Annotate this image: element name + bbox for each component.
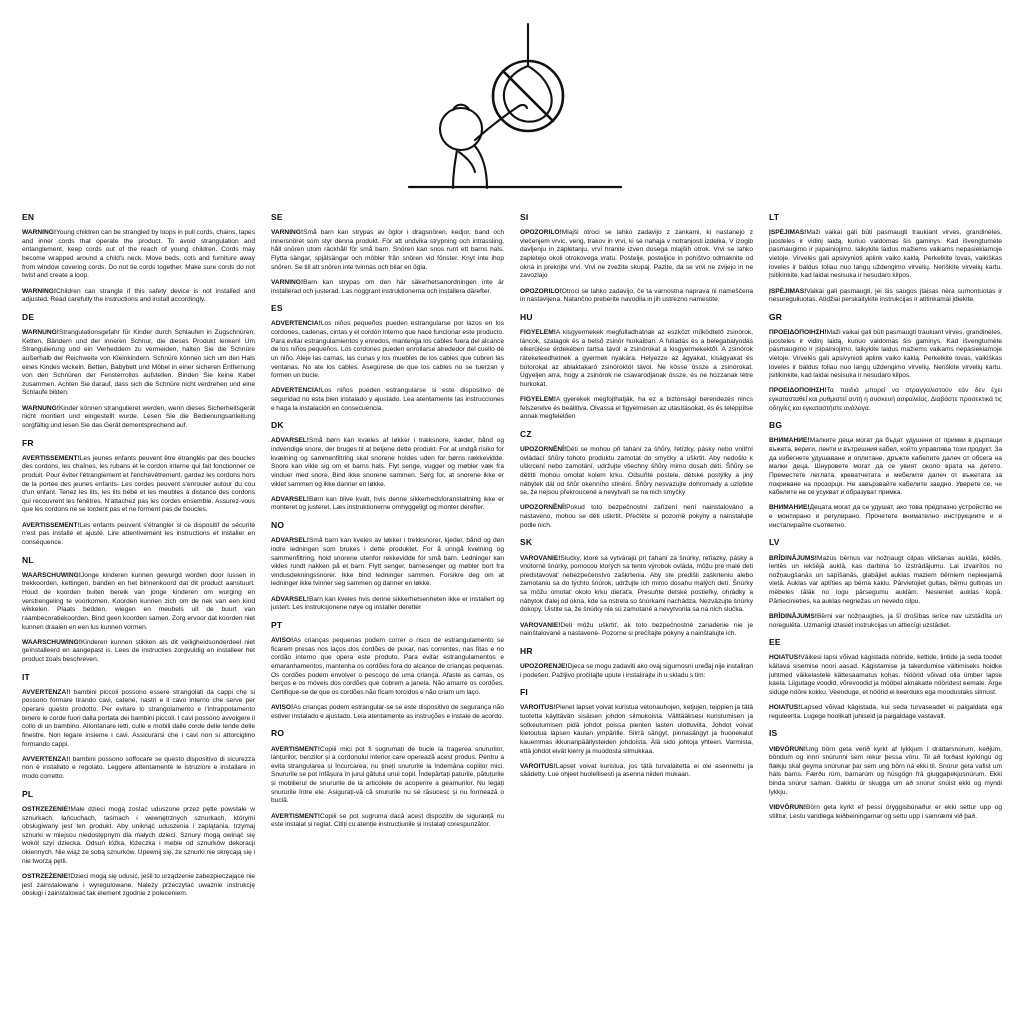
warning-paragraph (769, 504, 1002, 530)
warning-paragraph (769, 229, 1002, 281)
warning-paragraph (769, 437, 1002, 497)
warning-body-text: Copiii mici pot fi sugrumați de bucle la tragerea snururilor, lanțurilor, benzilor și a cordonului interior care operează acest produs. Pentru a evita strangularea și încurcarea, nu țineți snururile la îndemâna copiilor mici. Snururile se pot înfășura în jurul gâtului unui copil. Îndepărtați paturile, pătuțurile și mobilierul de snururile de la articolele de acoperire a geamurilor. Nu legați snururile între ele. Asigurați-vă că snururile nu se răsucesc și nu formează o buclă. (271, 745, 504, 805)
language-code: IT (22, 671, 30, 682)
warning-keyword: VAROITUS! (520, 762, 556, 770)
warning-keyword: FIGYELEM! (520, 396, 556, 403)
language-block-de (22, 312, 255, 431)
no-strangulation-warning-pictogram (395, 22, 625, 202)
warning-body-text: Kinder können strangulieret werden, wenn dieses Sicherheitsgerät nicht montiert und eingestellt wurde. Lesen Sie die Bedienungsanleitung sorgfältig und lesen Sie das Gerät dementsprechend auf. (22, 404, 255, 429)
language-code: DK (271, 420, 284, 431)
language-code: NO (271, 520, 285, 531)
language-block-hr (520, 646, 753, 680)
warning-body-text: Maži vaikai gali būti pasmaugti traukiant virves, grandinėles, juosteles ir vidinį laidą, kuriuo valdomas šis gaminys. Kad išvengtumėte pasmaugimo ir įsipainiojimo, laikykite laidus mažiems vaikams nepasiekiamoje vietoje. Virvelės gali apsivynioti aplink vaiko kaklą. Perkelkite lovas, vaikiškas loveles ir baldus toliau nuo langų uždengimo virvelių. Neriškite virvelių kartu. Įsitikinkite, kad laidai nesisuka ir nesudaro kilpos. (769, 329, 1002, 380)
language-code: SE (271, 212, 283, 222)
language-code: CZ (520, 428, 532, 439)
language-block-pt (271, 620, 504, 721)
warning-paragraph (271, 320, 504, 380)
language-code: LV (769, 537, 780, 548)
warning-column (520, 212, 753, 1024)
warning-column (769, 212, 1002, 1024)
warning-paragraph (769, 288, 1002, 305)
warning-keyword: ADVARSEL! (271, 537, 309, 545)
language-code: HU (520, 311, 533, 322)
warning-keyword: VIÐVÖRUN! (769, 803, 806, 811)
warning-body-text: Otroci se lahko zadavijo, če ta varnostna naprava ni nameščena in nastavljena. Natančno preberite navodila in jih ustrezno namestite. (520, 287, 753, 304)
warning-keyword: VARNING! (271, 278, 304, 286)
warning-body-text: Children can strangle if this safety device is not installed and adjusted. Read carefully the instructions and install accordingly. (22, 287, 255, 304)
warning-body-text: Pokud toto bezpečnostní zařízení není nainstalováno a nastaveno, mohou se děti uškrtit. Přečtěte si pozorně pokyny a nainstalujte podle nich. (520, 504, 753, 529)
warning-keyword: WARNING! (22, 287, 57, 295)
warning-keyword: WARNUNG! (22, 329, 59, 337)
warning-keyword: BRĪDINĀJUMS! (769, 554, 817, 562)
warning-paragraph (271, 279, 504, 296)
warning-keyword: WARNUNG! (22, 404, 59, 412)
warning-keyword: VAROVANIE! (520, 554, 561, 562)
warning-body-text: A gyerekek megfojthatják, ha ez a biztonsági berendezés nincs felszerelve és beállítva. Olvassa el figyelmesen az utasításokat, és és teleppítse annak megfelelően (520, 396, 753, 421)
language-block-sk (520, 537, 753, 638)
warning-body-text: Lapsed võivad kägistada, kui seda turvaseadet ei paigaldata ega reguleerita. Lugege hoolikalt juhiseid ja paigaldage vastavalt. (769, 704, 1002, 720)
language-block-ee (769, 637, 1002, 721)
warning-body-text: Mazus bērnus var nožņaugt cilpas vilkšanas auklās, ķēdēs, lentēs un iekšējā auklā, kas darbina šo izstrādājumu. Lai izvairītos no nožņaugšanās un sapīšanās, glabājiet auklas maziem bērniem nepieejamā vietā. Auklas var aptīties ap bērna kaklu. Pārvietojiet gultas, bērnu gultiņas un mēbeles tālāk no logu pārsegumu auklām. Nesieniet auklas kopā. Pārliecinieties, ka auklas negriežas un nevedo cilpu. (769, 554, 1002, 605)
language-block-nl (22, 555, 255, 665)
warning-text-columns (0, 212, 1024, 1024)
warning-keyword: AVISO! (271, 637, 294, 645)
warning-body-text: Ung börn geta verið kyrkt af lykkjum í dráttarsnúrum, keðjum, böndum og innri snúrunni sem rekur þessa vöru. Til að forðast kyrkingu og flækju skal geyma snúrunar þar sem ung börn ná ekki til. Snúrur geta vafist um háls barns. Færðu rúm, barnarúm og húsgögn frá gluggaþekjusnúrum. Ekki binda snúrur saman. Gakktu úr skugga um að snúrur snúist ekki og myndi lykkju. (769, 745, 1002, 796)
language-block-is (769, 728, 1002, 821)
language-block-lt (769, 212, 1002, 305)
warning-paragraph (271, 813, 504, 830)
warning-keyword: AVVERTENZA! (22, 755, 69, 763)
warning-keyword: AVVERTENZA! (22, 688, 69, 696)
warning-paragraph (769, 387, 1002, 413)
warning-column (22, 212, 255, 1024)
warning-paragraph (271, 746, 504, 806)
warning-paragraph (271, 637, 504, 697)
warning-body-text: Mlajši otroci se lahko zadavijo z zankami, ki nastanejo z vlečenjem vrvic, verig, trakov in vrvi, ki se nahaja v notranjosti izdelka. V izogib davljenju in zapletanju, vrvi hranite izven dosega mlajših otrok. Vrvi se lahko zapletejo okoli otrokovega vratu. Postelje, posteljice in pohištvo odmaknite od okna in prekrijte vrvi. Vrvi ne zvežite skupaj. Pazite, da se vrvi ne zvijejo in ne zavozlajo (520, 229, 753, 280)
warning-body-text: Lapset voivat kuristua, jos tätä turvalaitetta ei ole asennettu ja säädetty. Lue ohjeet huolellisesti ja asenna niiden mukaan. (520, 762, 753, 779)
warning-keyword: AVERTISSEMENT! (22, 454, 80, 462)
warning-body-text: Τα παιδιά μπορεί να στραγγαλιστούν εάν δεν έχει εγκατασταθεί και ρυθμιστεί αυτή η συσκευή ασφαλείας. Διαβάστε προσεκτικά τις οδηγίες και εγκαταστήστε ανάλογα. (769, 387, 1002, 412)
warning-keyword: WARNING! (22, 229, 57, 237)
warning-paragraph (520, 446, 753, 498)
warning-keyword: AVERTISSEMENT! (22, 521, 80, 529)
warning-body-text: A kisgyermekek megfulladhatnak az eszközt működtető zsinórok, láncok, szalagok és a belső zsinór hurkaiban. A fulladás és a belegabalyodás elkerülése érdekében tartsa távol a zsinórokat a kisgyermekektől. A zsinórok ráteketeedhetnek a gyermek nyakára. Helyezze az ágyakat, kiságyakat és bútorokat az ablaktakaró zsinóroktól távol. Ne kösse össze a zsinórokat. Ügyeljen arra, hogy a zsinórok ne csavarodjanak össze, és ne hozzanak létre hurkokat. (520, 329, 753, 388)
warning-body-text: Strangulationsgefahr für Kinder durch Schlaufen in Zugschnüren, Ketten, Bändern und der inneren Schnur, die dieses Produkt lenken! Um Strangulierung und ein Verheddern zu vermeiden, halten Sie die Schnüre außerhalb der Reichweite von Kleinkindern. Schnüre können sich um den Hals eines Kindes wickeln. Betten, Babybett und Möbel in einer sicheren Entfernung von den Schnüren der Fensterrollos aufstellen. Binden Sie keine Kabel zusammen. Achten Sie darauf, dass sich die Schnüre nicht verdrehen und eine Schlaufe bilden. (22, 329, 255, 397)
warning-body-text: Les jeunes enfants peuvent être étranglés par des boucles des cordons, les chaînes, les rubans et le cordon interne qui fait fonctionner ce produit. Pour éviter l'étranglement et l'enchevêtrement, gardez les cordons hors de la portée des jeunes enfants- Les cordes peuvent s'enrouler autour du cou d'un enfant. Tenez les lits, les lits bébé et les meubles à distance des cordons qui recouvrent les fenêtres. N'attachez pas les cordes ensemble. Assurez-vous que les cordons ne se tordent pas et ne forment pas de boucles. (22, 454, 255, 514)
language-code: NL (22, 554, 34, 565)
warning-keyword: OPOZORILO! (520, 287, 562, 295)
warning-paragraph (271, 437, 504, 489)
warning-paragraph (22, 455, 255, 515)
warning-paragraph (22, 756, 255, 782)
warning-keyword: VAROITUS! (520, 704, 556, 712)
warning-body-text: Децата могат да се удушат, ако това предпазно устройство не е монтирано и регулирано. Прочетете внимателно инструкциите и я инсталирайте съответно. (769, 504, 1002, 529)
warning-column (271, 212, 504, 1024)
warning-body-text: Børn kan blive kvalt, hvis denne sikkerhedsforanstaltning ikke er monteret og justeret. Læs instruktionerne omhyggeligt og monter derefter. (271, 495, 504, 512)
warning-keyword: ВНИМАНИЕ! (769, 504, 810, 512)
language-block-en (22, 212, 255, 305)
language-code: GR (769, 311, 783, 322)
warning-keyword: ВНИМАНИЕ! (769, 437, 810, 445)
warning-paragraph (22, 522, 255, 548)
warning-paragraph (22, 689, 255, 749)
warning-keyword: BRĪDINĀJUMS! (769, 612, 817, 620)
warning-keyword: ΠΡΟΕΙΔΟΠΟΙΗΣΗ! (769, 387, 827, 395)
warning-keyword: ADVARSEL! (271, 495, 309, 503)
warning-keyword: OSTRZEŻENIE! (22, 872, 71, 880)
warning-body-text: As crianças podem estrangular-se se este dispositivo de segurança não estiver instalado e ajustado. Leia atentamente as instruções e instale de acordo. (271, 704, 504, 720)
warning-paragraph (520, 763, 753, 780)
warning-paragraph (22, 229, 255, 281)
warning-body-text: Djeca se mogu zadaviti ako ovaj sigurnosni uređaj nije instaliran i podešen. Pažljivo pročitajte upute i instalirajte ih u skladu s tim: (520, 662, 753, 679)
warning-body-text: Slučky, ktoré sa vytvárajú pri ťahaní za šnúrky, reťiazky, pásky a vnútorné šnúrky, pomocou ktorých sa tento výrobok ovláda, môžu pre malé deti predstavovať nebezpečenstvo zaškrtenia. Aby ste predišli zaškrteniu alebo zamotaniu sa do týchto šnúrok, udržujte ich mimo dosahu malých detí. Šnúrky sa môžu omotať okolo krku dieťaťa. Presuňte detské postieľky, ohrádky a nábytok ďalej od okna, kde sa nstrela so šnúrkami nachádza. Nezväzujte šnúrky dokopy. Uistite sa, že šnúrky nie sú zamotané a nevytvorila sa na nich slučka. (520, 554, 753, 614)
warning-body-text: Pienet lapset voivat kuristua vetonauhojen, ketjujen, teippien ja tätä tuotetta käyttävän sisäisen johdon silmukoista. Välttääksesi kuristumisen ja sotkeutumisen pidä johdot poissa pienten lasten ulottuvilta. Johdot voivat kietoutua lapsen kaulan ympärille. Siirrä sängyt, pinnasängyt ja huonekalut kauemmas ikkunanpäällysteiden johdoista. Älä sido johtoja yhteen. Varmista, että johdot eivät kierry ja muodosta silmukkaa. (520, 704, 753, 755)
warning-paragraph (520, 622, 753, 639)
language-code: FR (22, 437, 34, 448)
language-block-fr (22, 438, 255, 548)
warning-body-text: Bērni var nožņaugties, ja šī drošības ierīce nav uzstādīta un noregulēta. Uzmanīgi izlasiet instrukcijas un attiecīgi uzstādiet. (769, 612, 1002, 629)
warning-keyword: OPOZORILO! (520, 229, 562, 237)
language-code: RO (271, 728, 285, 739)
warning-body-text: Vaikai gali pasmaugti, jei šis saugos įtaisas nėra sumontuotas ir nesureguliuotas. Atidžiai perskaitykite instrukcijas ir atitinkamai įdiekite. (769, 287, 1002, 304)
warning-paragraph (22, 329, 255, 398)
warning-paragraph (22, 572, 255, 632)
warning-body-text: Copiii se pot sugruma dacă acest dispozitiv de siguranță nu este instalat și reglat. Citiți cu atenție instrucțiunile și instalați corespunzător. (271, 812, 504, 829)
warning-paragraph (22, 405, 255, 431)
warning-keyword: ADVERTENCIA! (271, 387, 321, 395)
warning-body-text: I bambini possono soffocare se questo dispositivo di sicurezza non è installato e regolato. Leggere attentamente le istruzioni e installare in modo corretto. (22, 755, 255, 781)
warning-keyword: ADVARSEL! (271, 437, 309, 445)
language-code: SK (520, 537, 533, 548)
warning-paragraph (271, 496, 504, 513)
language-block-se (271, 212, 504, 296)
warning-paragraph (271, 537, 504, 589)
language-block-hu (520, 312, 753, 422)
warning-keyword: WAARSCHUWING! (22, 638, 81, 646)
warning-paragraph (520, 504, 753, 530)
warning-keyword: UPOZORNĚNÍ! (520, 446, 567, 454)
language-code: HR (520, 645, 533, 656)
warning-paragraph (520, 288, 753, 305)
language-block-si (520, 212, 753, 305)
language-block-no (271, 520, 504, 613)
language-code: DE (22, 311, 35, 322)
warning-body-text: Young children can be strangled by loops in pull cords, chains, tapes and inner cords that operate the product. To avoid strangulation and entanglement, keep cords out of the reach of young children. Cords may become wrapped around a child's neck. Move beds, cots and furniture away from window covering cords. Do not tie cords together. Make sure cords do not twist and create a loop. (22, 229, 255, 280)
warning-body-text: Los niños pequeños pueden estrangularse por lazos en los cordones, cadenas, cintas y el cordón interno que hace funcionar este producto. Para evitar estrangulamientos y enredos, mantenga los cables fuera del alcance de los niños pequeños. Los cordones pueden enrollarse alrededor del cuello de un niño. Aleje las camas, las cunas y los muebles de los cables que cubren las ventanas. No ate los cables. Asegúrese de que los cables no se tuerzan y formen un bucle. (271, 320, 504, 380)
warning-body-text: I bambini piccoli possono essere strangolati da cappi che si possono formare tirando cavi, catene, nastri e il cavo interno che serve per operare questo prodotto. Per evitare lo strangolamento e l'intrappolamento tenere le corde fuori dalla portata dei bambini piccoli. I cavi possono avvolgere il collo di un bambino. Allontanare letti, culle e mobili dalle corde delle tende delle finestre. Non legare insieme i cavi. Assicurarsi che i cavi non si attorciglino formando cappi. (22, 688, 255, 748)
warning-keyword: VAROVANIE! (520, 621, 561, 629)
warning-paragraph (271, 704, 504, 721)
warning-paragraph (520, 396, 753, 422)
warning-keyword: OSTRZEŻENIE! (22, 805, 71, 813)
warning-keyword: ĮSPĖJIMAS! (769, 229, 807, 237)
warning-body-text: Väikesi lapsi võivad kägistada nööride, kettide, lintide ja seda toodet käitava sisemise noori aasad. Kägistamise ja takerdumise vältimiseks hoidke juhtmed väikelastele kättesaamatus kohas. Nöörid võivad olla ümber lapse kaela. Liigutage voodid, võrevoodid ja mööbel aknakatte nööridest eemale. Ärge siduge nööre kokku. Veenduge, et nöörid ei keerduks ega moodustaks silmust. (769, 654, 1002, 696)
warning-paragraph (22, 288, 255, 305)
warning-body-text: Börn geta kyrkt ef þessi öryggisbúnaður er ekki settur upp og stilltur. Lestu vandlega leiðbeiningarnar og settu upp í samræmi við það. (769, 803, 1002, 820)
language-code: IS (769, 728, 778, 739)
warning-body-text: Maži vaikai gali būti pasmaugti traukiant virves, grandinėles, juosteles ir vidinį laidą, kuriuo valdomas šis gaminys. Kad išvengtumėte pasmaugimo ir įsipainiojimo, laikykite laidus mažiems vaikams nepasiekiamoje vietoje. Virvelės gali apsivynioti aplink vaiko kaklą. Perkelkite lovas, vaikiškas loveles ir baldus toliau nuo langų uždengimo virvelių. Neriškite virvelių kartu. Įsitikinkite, kad laidai nesisuka ir nesudaro kilpos. (769, 229, 1002, 280)
warning-paragraph (520, 329, 753, 389)
language-code: EN (22, 212, 35, 222)
language-code: PL (22, 788, 34, 799)
warning-paragraph (271, 229, 504, 272)
warning-paragraph (22, 873, 255, 899)
warning-paragraph (520, 704, 753, 756)
warning-body-text: Jonge kinderen kunnen gewurgd worden door lussen in trekkoorden, kettingen, banden en het binnenkoord dat dit product aanstuurt. Houd de koorden buiten bereik van jonge kinderen om wurging en verstrengeling te voorkomen. Koorden kunnen zich om de nek van een kind wikkelen. Plaats bedden, wiegen en meubels uit de buurt van raambecoratiekoorden. Bind geen koorden samen. Zorg ervoor dat koorden niet kunnen draaien en een lus kunnen vormen. (22, 571, 255, 631)
warning-keyword: UPOZORNĚNÍ! (520, 504, 567, 512)
language-block-lv (769, 537, 1002, 630)
warning-keyword: UPOZORENJE! (520, 662, 568, 670)
warning-paragraph (769, 804, 1002, 821)
warning-keyword: FIGYELEM! (520, 329, 556, 337)
warning-paragraph (22, 639, 255, 665)
language-block-bg (769, 420, 1002, 530)
warning-keyword: ADVARSEL! (271, 595, 309, 603)
warning-body-text: Barn kan kveles hvis denne sikkerhetsenheten ikke er installert og justert. Les instruksjonene nøye og installer deretter (271, 595, 504, 612)
warning-body-text: Les enfants peuvent s'étrangler si ce dispositif de sécurité n'est pas installé et ajusté. Lire attentivement les instructions et installer en conséquence. (22, 521, 255, 546)
warning-keyword: VIÐVÖRUN! (769, 745, 806, 753)
warning-paragraph (769, 704, 1002, 721)
language-block-pl (22, 789, 255, 899)
warning-body-text: Los niños pueden estrangularse si este dispositivo de seguridad no esta bien instalado y ajustado. Lea atentamente las instrucciones e haga la instalación en consecuencia. (271, 387, 504, 412)
warning-paragraph (520, 555, 753, 615)
language-code: SI (520, 212, 529, 222)
warning-keyword: ΠΡΟΕΙΔΟΠΟΙΗΣΗ! (769, 329, 827, 337)
warning-body-text: Малките деца могат да бъдат удушени от примки в дърпащи въжета, вериги, ленти и вътрешния кабел, който управлява този продукт. За да избегнете удушаване и оплитане, дръжте кабелите далеч от обсега на малки деца. Шнуровете могат да се увият около врата на детето. Преместете леглата, креватчетата и мебелите далеч от въжетата за покриване на прозорци. Не завързвайте кабелите заедно. Уверете се, че кабелите не се усукват и образуват примка. (769, 437, 1002, 497)
language-code: ES (271, 303, 283, 314)
warning-paragraph (769, 329, 1002, 381)
warning-keyword: ADVERTENCIA! (271, 320, 321, 328)
warning-body-text: Små barn kan strypas av öglor i dragsnören, kedjor, band och innersnöret som styr denna produkt. För att undvika strypning och intrassling, håll snören utom räckhåll för små barn. Snören kan snos runt ett barns hals. Flytta sängar, spjälsängar och möbler från snören vid fönster. Knyt inte ihop snören. Se till att snören inte tvinnas och bilar en ögla. (271, 229, 504, 271)
warning-body-text: Deti môžu uškrtiť, ak toto bezpečnostné zariadenie nie je nainštalované a nastavené- Pozorne si prečítajte pokyny a nainštalujte ich. (520, 621, 753, 638)
warning-keyword: ĮSPĖJIMAS! (769, 287, 807, 295)
language-block-dk (271, 420, 504, 513)
warning-keyword: AVERTISMENT! (271, 812, 320, 820)
warning-body-text: Děti se mohou při tahání za šňůry, řetízky, pásky nebo vnitřní ovládací šňůry tohoto produktu zamotat do smyčky a uškrtit. Aby nedošlo k uškrcení nebo zamotání, udržujte všechny šňůry mimo dosah dětí. Šňůry se dětitti mohou omotat kolem krku. Odsuňte postele, dětské postýlky a jiný nábytek dál od šňůr okenního stínění. Šňůry nesvazujte dohromady a uzlotkte se, že nejsou překroucené a nevytvaří se na nich smyčky (520, 446, 753, 497)
warning-body-text: Małe dzieci mogą zostać uduszone przez pętle powstałe w sznurkach, łańcuchach, taśmach i wewnętrznych sznurkach, którymi obsługiwany jest ten produkt. Aby uniknąć uduszenia i zaplątania, trzymaj sznurki w miejscu niedostępnym dla małych dzieci. Sznury mogą owinąć się wokół szyi dziecka. Odsuń łóżka, łóżeczka i meble od sznurków dekoracji okiennych. Nie wiąż ze sobą sznurków. Upewnij się, że sznurki nie skręcają się i nie tworzą pętli. (22, 805, 255, 865)
language-code: BG (769, 420, 783, 431)
warning-body-text: Barn kan strypas om den här säkerhetsanordningen inte är installerad och justerad. Las noggrant instruktionerna och installera därefter. (271, 278, 504, 295)
warning-keyword: WAARSCHUWING! (22, 571, 81, 579)
language-code: LT (769, 212, 780, 222)
warning-paragraph (271, 596, 504, 613)
warning-keyword: HOIATUS! (769, 654, 801, 662)
language-block-gr (769, 312, 1002, 413)
warning-keyword: AVISO! (271, 704, 294, 712)
warning-paragraph (520, 229, 753, 281)
warning-body-text: As crianças pequenas podem correr o risco de estrangulamento se ficarem presas nos laços dos cordões de puxar, nas correntes, nas fitas e no cordão interno que opera este produto. Para evitar estrangulamentos e emaranhamentos, mantenha os cordões fora do alcance de crianças pequenas. Os cordões podem envolver o pescoço de uma criança. Afaste as camas, os berços e os móveis dos cordões que cobrem a janela. Não amarre os cordões. Certifique-se de que os cordões não ficam torcidos e não criam um laço. (271, 637, 504, 696)
warning-paragraph (769, 613, 1002, 630)
warning-body-text: Små børn kan kvæles af løkker i træksnore, kæder, bånd og indvendige snore, der bruges til at betjene dette produkt. For at undgå risiko for kvælning og sammenfiltring skal snorene holdes uden for børns rækkevidde. Snore kan vikle sig om et barns hals. Flyt senge, vugger og møbler væk fra vinduer med snore. Bind ikke snorene sammen. Sørg for, at snorene ikke er viklet sammen og ikke danner en løkke. (271, 437, 504, 488)
warning-paragraph (769, 746, 1002, 798)
language-code: EE (769, 637, 781, 648)
warning-body-text: Små barn kan kveles av løkker i trekksnorer, kjeder, bånd og den indre ledningen som brukes i dette produktet. For å unngå kvelning og sammenfiltring, hold snorene utenfor rekkevidde for små barn. Ledninger kan vikles rundt nakken på et barn. Flytt senger, barnesenger og møbler bort fra vindusdekningssnorer. Ikke bind ledninger sammen. Forsikre deg om at ledninger ikke tvinner seg sammen og danner en løkke. (271, 537, 504, 588)
language-code: PT (271, 619, 283, 630)
warning-keyword: VARNING! (271, 229, 304, 237)
language-code: FI (520, 687, 528, 698)
warning-keyword: HOIATUS! (769, 704, 801, 712)
warning-paragraph (520, 663, 753, 680)
language-block-es (271, 303, 504, 413)
language-block-ro (271, 728, 504, 829)
warning-paragraph (22, 806, 255, 866)
warning-body-text: Dzieci mogą się udusić, jeśli to urządzenie zabezpieczające nie jest zainstalowane i wyregulowane. Należy przeczytać uważnie instrukcję obsługi i zainstalować tak element zgodnie z poleceniem. (22, 872, 255, 898)
language-block-cz (520, 429, 753, 530)
warning-keyword: AVERTISMENT! (271, 745, 320, 753)
language-block-it (22, 672, 255, 782)
warning-paragraph (769, 654, 1002, 697)
warning-paragraph (271, 387, 504, 413)
warning-paragraph (769, 555, 1002, 607)
warning-body-text: Kinderen kunnen stikken als dit veiligheidsonderdeel niet geïnstalleerd en aangepast is. Lees de instructies zorgvuldig en installeer het product zoals beschreven. (22, 638, 255, 663)
language-block-fi (520, 687, 753, 780)
